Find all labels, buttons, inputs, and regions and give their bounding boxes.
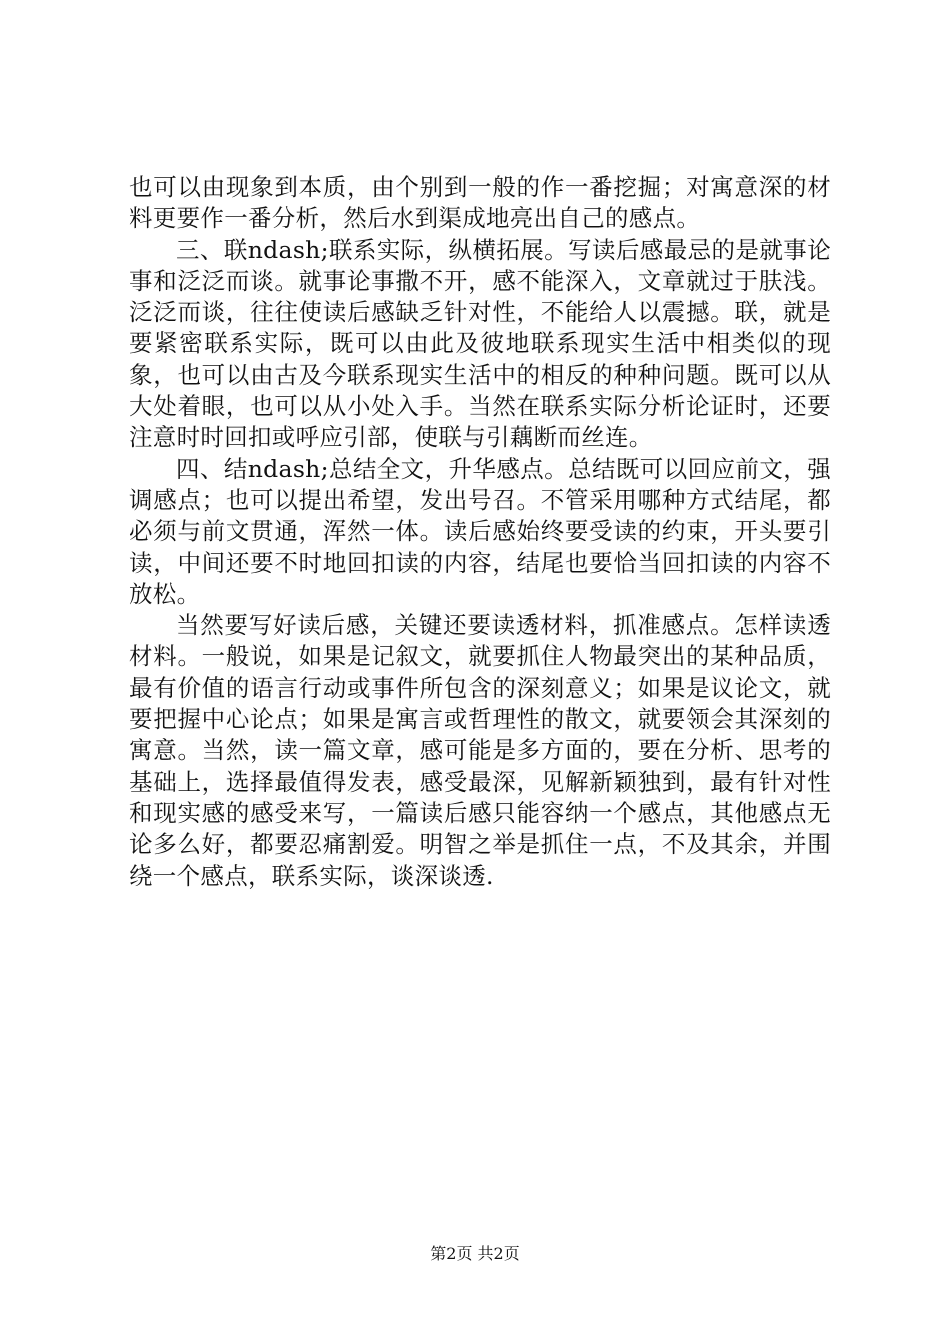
page-number-footer: 第2页 共2页 xyxy=(430,1244,520,1263)
paragraph-continuation: 也可以由现象到本质，由个别到一般的作一番挖掘；对寓意深的材料更要作一番分析，然后水到渠成地亮出自己的感点。 xyxy=(129,173,831,233)
document-body xyxy=(129,172,831,892)
paragraph-lian: 三、联ndash;联系实际，纵横拓展。写读后感最忌的是就事论事和泛泛而谈。就事论事撒不开，感不能深入，文章就过于肤浅。泛泛而谈，往往使读后感缺乏针对性，不能给人以震撼。联，就是要紧密联系实际，既可以由此及彼地联系现实生活中相类似的现象，也可以由古及今联系现实生活中的相反的种种问题。既可以从大处着眼，也可以从小处入手。当然在联系实际分析论证时，还要注意时时回扣或呼应引部，使联与引藕断而丝连。 xyxy=(129,235,831,452)
paragraph-conclusion: 当然要写好读后感，关键还要读透材料，抓准感点。怎样读透材料。一般说，如果是记叙文，就要抓住人物最突出的某种品质，最有价值的语言行动或事件所包含的深刻意义；如果是议论文，就要把握中心论点；如果是寓言或哲理性的散文，就要领会其深刻的寓意。当然，读一篇文章，感可能是多方面的，要在分析、思考的基础上，选择最值得发表，感受最深，见解新颖独到，最有针对性和现实感的感受来写，一篇读后感只能容纳一个感点，其他感点无论多么好，都要忍痛割爱。明智之举是抓住一点，不及其余，并围绕一个感点，联系实际，谈深谈透. xyxy=(129,611,831,890)
paragraph-jie: 四、结ndash;总结全文，升华感点。总结既可以回应前文，强调感点；也可以提出希望，发出号召。不管采用哪种方式结尾，都必须与前文贯通，浑然一体。读后感始终要受读的约束，开头要引读，中间还要不时地回扣读的内容，结尾也要恰当回扣读的内容不放松。 xyxy=(129,454,831,608)
